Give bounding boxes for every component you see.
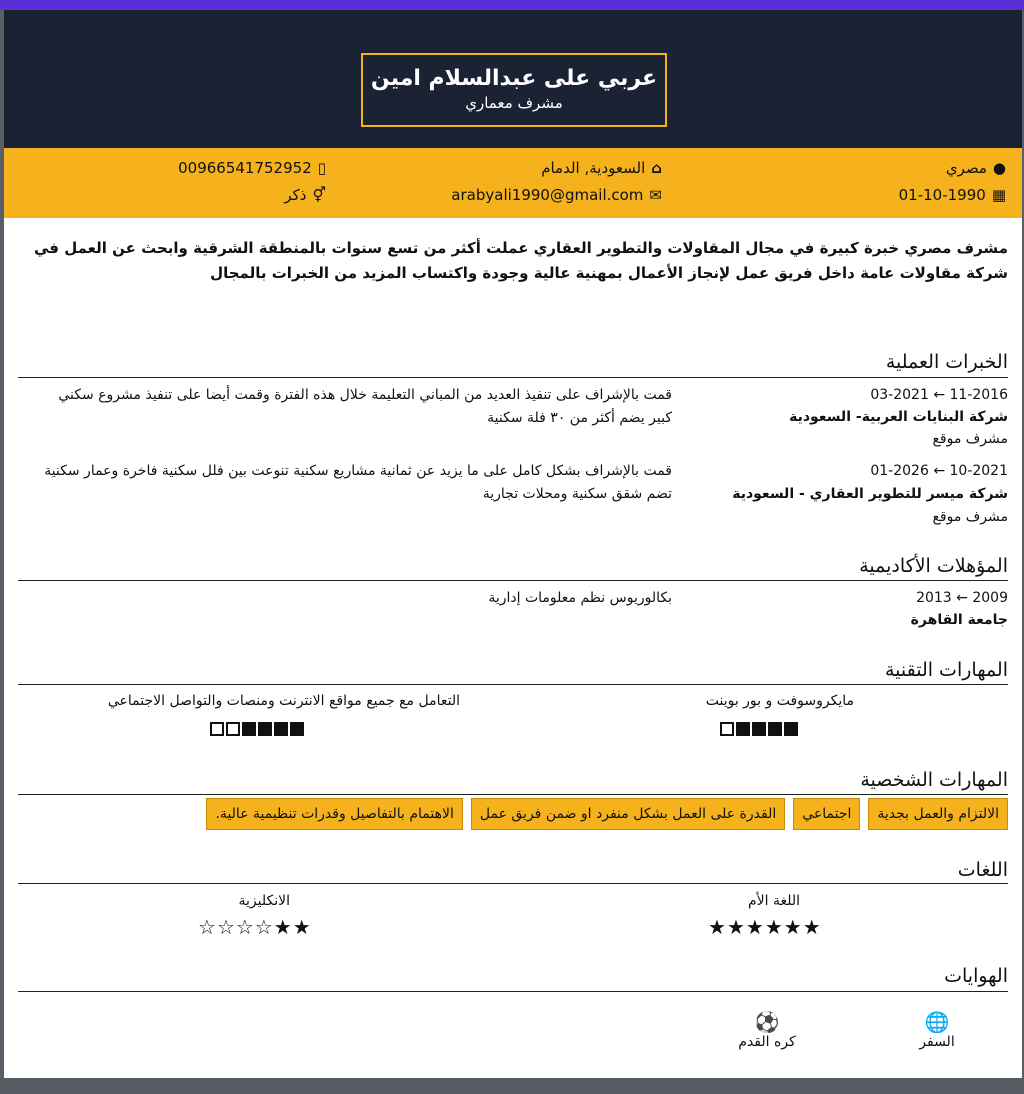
rating-square-filled bbox=[258, 722, 272, 736]
experience-2-dates: 10-2021 ← 01-2026 bbox=[870, 463, 1008, 479]
divider bbox=[18, 580, 1008, 581]
email-icon: ✉ bbox=[649, 186, 662, 204]
star-filled-icon: ★ bbox=[273, 915, 293, 939]
skill-tag: القدرة على العمل بشكل منفرد او ضمن فريق عمل bbox=[471, 798, 785, 830]
rating-square-empty bbox=[210, 722, 224, 736]
gender-item bbox=[284, 185, 326, 205]
star-filled-icon: ★ bbox=[726, 915, 746, 939]
education-degree: بكالوريوس نظم معلومات إدارية bbox=[488, 590, 672, 606]
tech-skill-2-name: التعامل مع جميع مواقع الانترنت ومنصات والتواصل الاجتماعي bbox=[107, 693, 460, 709]
rating-square-empty bbox=[720, 722, 734, 736]
home-icon: ⌂ bbox=[651, 159, 662, 177]
full-name: عربي على عبدالسلام امين bbox=[370, 66, 658, 91]
profile-summary: مشرف مصري خبرة كبيرة في مجال المقاولات والتطوير العقاري عملت أكثر من تسع سنوات بالمنطقة الشرقية وابحث عن العمل في شركة مقاولات عامة داخل فريق عمل لإنجاز الأعمال بمهنية عالية وجودة واكتساب المزيد من الخبرات بالمجال bbox=[33, 239, 1008, 282]
football-icon: ⚽ bbox=[754, 1010, 780, 1034]
experience-1-company: شركة البنايات العربية- السعودية bbox=[789, 409, 1008, 425]
experience-2-role: مشرف موقع bbox=[932, 509, 1008, 525]
nationality-item bbox=[946, 158, 1006, 178]
rating-square-filled bbox=[274, 722, 288, 736]
header-banner bbox=[4, 10, 1022, 148]
phone-icon: ▯ bbox=[317, 159, 326, 177]
nationality-text: مصري bbox=[945, 159, 987, 177]
language-1-name: اللغة الأم bbox=[747, 893, 800, 909]
address-item bbox=[541, 158, 662, 178]
location-pin-icon: ● bbox=[992, 159, 1006, 177]
star-empty-icon: ☆ bbox=[235, 915, 255, 939]
divider bbox=[18, 684, 1008, 685]
experience-2-description: قمت بالإشراف بشكل كامل على ما يزيد عن ثمانية مشاريع سكنية تنوعت بين فلل سكنية فاخرة وعمار سكنية تضم شقق سكنية ومحلات تجارية bbox=[44, 463, 672, 502]
hobby-travel bbox=[892, 1010, 982, 1050]
experience-2-company: شركة ميسر للتطوير العقاري - السعودية bbox=[732, 486, 1008, 502]
tech-skill-1-name: مايكروسوفت و بور بوينت bbox=[705, 693, 854, 709]
divider bbox=[18, 794, 1008, 795]
section-title-education: المؤهلات الأكاديمية bbox=[859, 555, 1008, 577]
hobby-football bbox=[722, 1010, 812, 1050]
star-filled-icon: ★ bbox=[292, 915, 312, 939]
star-filled-icon: ★ bbox=[745, 915, 765, 939]
section-title-hobbies: الهوايات bbox=[944, 965, 1008, 987]
divider bbox=[18, 377, 1008, 378]
section-title-personal-skills: المهارات الشخصية bbox=[860, 769, 1008, 791]
gender-icon: ⚥ bbox=[312, 186, 326, 204]
phone-item bbox=[178, 158, 326, 178]
personal-skills-tags bbox=[206, 798, 1008, 830]
star-empty-icon: ☆ bbox=[254, 915, 274, 939]
star-filled-icon: ★ bbox=[764, 915, 784, 939]
calendar-icon: ▦ bbox=[991, 186, 1006, 204]
cv-page bbox=[4, 10, 1022, 1078]
skill-tag: الاهتمام بالتفاصيل وقدرات تنظيمية عالية. bbox=[206, 798, 462, 830]
gender-text: ذكر bbox=[284, 186, 307, 204]
rating-square-filled bbox=[784, 722, 798, 736]
birthdate-item bbox=[899, 185, 1006, 205]
rating-square-filled bbox=[290, 722, 304, 736]
hobby-football-label: كره القدم bbox=[738, 1034, 796, 1050]
job-title: مشرف معماري bbox=[465, 94, 563, 112]
experience-1-dates: 11-2016 ← 03-2021 bbox=[870, 387, 1008, 403]
rating-square-empty bbox=[226, 722, 240, 736]
section-title-languages: اللغات bbox=[957, 859, 1008, 881]
skill-tag: اجتماعي bbox=[793, 798, 860, 830]
star-empty-icon: ☆ bbox=[198, 915, 217, 939]
top-accent-bar bbox=[0, 0, 1024, 10]
contact-bar bbox=[4, 148, 1022, 218]
rating-square-filled bbox=[768, 722, 782, 736]
hobby-travel-label: السفر bbox=[919, 1034, 955, 1050]
star-filled-icon: ★ bbox=[802, 915, 822, 939]
language-1-rating bbox=[708, 916, 822, 938]
tech-skill-2-rating bbox=[210, 722, 304, 736]
section-title-tech-skills: المهارات التقنية bbox=[884, 659, 1008, 681]
phone-text: 00966541752952 bbox=[178, 159, 312, 177]
star-empty-icon: ☆ bbox=[216, 915, 236, 939]
experience-1-description: قمت بالإشراف على تنفيذ العديد من المباني التعليمة خلال هذه الفترة وقمت أيضا على تنفيذ مشروع سكني كبير يضم أكثر من ٣٠ فلة سكنية bbox=[58, 387, 672, 426]
star-filled-icon: ★ bbox=[783, 915, 803, 939]
email-item[interactable] bbox=[451, 185, 662, 205]
address-text: السعودية, الدمام bbox=[541, 159, 646, 177]
section-title-experience: الخبرات العملية bbox=[885, 351, 1008, 373]
bottom-bar bbox=[0, 1078, 1024, 1094]
birthdate-text: 01-10-1990 bbox=[898, 186, 986, 204]
divider bbox=[18, 883, 1008, 884]
email-text[interactable]: arabyali1990@gmail.com bbox=[451, 186, 644, 204]
name-box bbox=[361, 53, 667, 127]
education-university: جامعة القاهرة bbox=[910, 612, 1008, 628]
rating-square-filled bbox=[752, 722, 766, 736]
globe-icon: 🌐 bbox=[924, 1010, 950, 1034]
experience-1-role: مشرف موقع bbox=[932, 431, 1008, 447]
star-filled-icon: ★ bbox=[708, 915, 727, 939]
language-2-rating bbox=[198, 916, 312, 938]
rating-square-filled bbox=[242, 722, 256, 736]
rating-square-filled bbox=[736, 722, 750, 736]
skill-tag: الالتزام والعمل بجدية bbox=[868, 798, 1008, 830]
language-2-name: الانكليزية bbox=[238, 893, 290, 909]
education-dates: 2009 ← 2013 bbox=[916, 590, 1008, 606]
tech-skill-1-rating bbox=[720, 722, 798, 736]
divider bbox=[18, 991, 1008, 992]
